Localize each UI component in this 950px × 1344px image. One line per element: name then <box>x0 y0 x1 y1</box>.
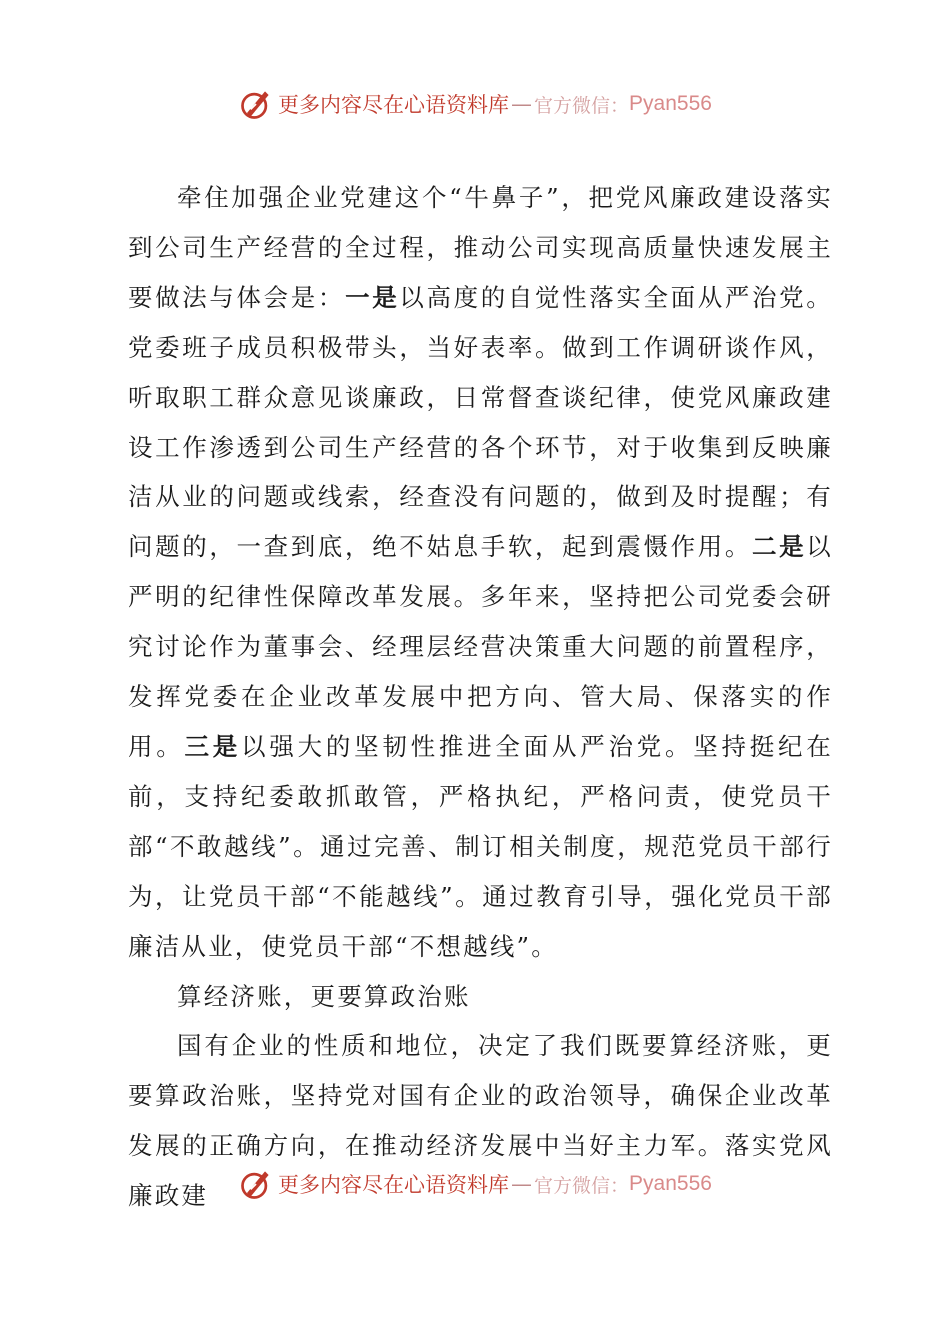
paragraph-1 <box>128 173 833 972</box>
paragraph-2: 国有企业的性质和地位，决定了我们既要算经济账，更要算政治账，坚持党对国有企业的政治领导，确保企业改革发展的正确方向，在推动经济发展中当好主力军。落实党风廉政建 <box>128 1031 833 1211</box>
p1-text-3: 以严明的纪律性保障改革发展。多年来，坚持把公司党委会研究讨论作为董事会、经理层经营决策重大问题的前置程序，发挥党委在企业改革发展中把方向、管大局、保落实的作用。 <box>128 532 833 761</box>
p1-bold-2: 二是 <box>752 532 807 562</box>
p1-bold-1: 一是 <box>345 282 400 312</box>
banner-main-text: 更多内容尽在心语资料库 <box>278 93 510 117</box>
p1-bold-3: 三是 <box>184 731 242 761</box>
banner-dash: — <box>511 1172 533 1196</box>
pen-logo-icon <box>238 86 274 122</box>
banner-main-text: 更多内容尽在心语资料库 <box>278 1173 510 1197</box>
p1-text-2: 以高度的自觉性落实全面从严治党。党委班子成员积极带头，当好表率。做到工作调研谈作风，听取职工群众意见谈廉政，日常督查谈纪律，使党风廉政建设工作渗透到公司生产经营的各个环节，对于收集到反映廉洁从业的问题或线索，经查没有问题的，做到及时提醒；有问题的，一查到底，绝不姑息手软，起到震慑作用。 <box>128 282 833 562</box>
banner-wechat-id: Pyan556 <box>629 92 712 115</box>
banner-dash: — <box>511 92 533 116</box>
banner-wechat-id: Pyan556 <box>629 1172 712 1195</box>
banner-wechat-label: 官方微信： <box>534 1174 630 1197</box>
pen-logo-icon <box>238 1166 274 1202</box>
header-banner <box>0 84 950 124</box>
p1-text-4: 以强大的坚韧性推进全面从严治党。坚持挺纪在前，支持纪委敢抓敢管，严格执纪，严格问责，使党员干部“不敢越线”。通过完善、制订相关制度，规范党员干部行为，让党员干部“不能越线”。通过教育引导，强化党员干部廉洁从业，使党员干部“不想越线”。 <box>128 731 833 961</box>
document-body <box>128 173 833 1221</box>
banner-wechat-label: 官方微信： <box>534 94 630 117</box>
footer-banner <box>0 1164 950 1204</box>
section-heading: 算经济账，更要算政治账 <box>177 981 471 1011</box>
p1-text-1: 牵住加强企业党建这个“牛鼻子”，把党风廉政建设落实到公司生产经营的全过程，推动公司实现高质量快速发展主要做法与体会是： <box>128 183 833 312</box>
